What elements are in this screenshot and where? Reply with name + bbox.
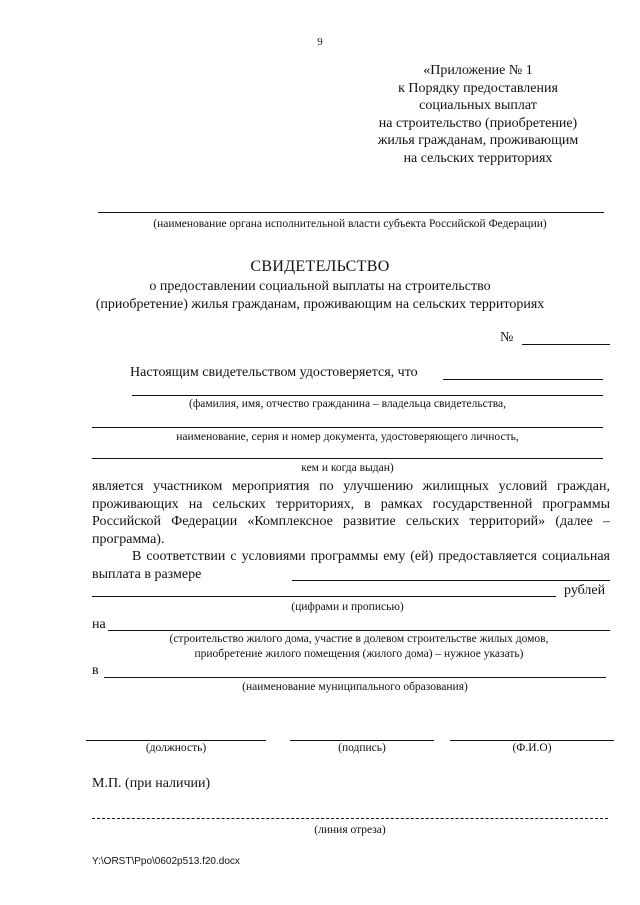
footer-file-path: Y:\ORST\Ppo\0602p513.f20.docx — [92, 856, 240, 867]
appendix-line: «Приложение № 1 — [423, 63, 533, 78]
holder-issued-field[interactable] — [92, 458, 603, 459]
amount-caption: (цифрами и прописью) — [291, 601, 404, 613]
position-field[interactable] — [86, 740, 266, 741]
certify-text: Настоящим свидетельством удостоверяется, что — [130, 365, 418, 380]
authority-caption: (наименование органа исполнительной власти субъекта Российской Федерации) — [153, 218, 547, 230]
holder-caption-3: кем и когда выдан) — [301, 462, 394, 474]
authority-name-field[interactable] — [98, 212, 604, 213]
holder-caption-1: (фамилия, имя, отчество гражданина – владельца свидетельства, — [188, 398, 506, 410]
appendix-line: к Порядку предоставления — [398, 80, 558, 96]
purpose-field[interactable] — [108, 630, 610, 631]
signature-caption: (подпись) — [338, 742, 386, 754]
holder-name-field-1[interactable] — [443, 379, 603, 380]
holder-caption-2: наименование, серия и номер документа, удостоверяющего личность, — [176, 431, 519, 443]
appendix-header — [368, 62, 588, 167]
subtitle-line: о предоставлении социальной выплаты на строительство — [149, 279, 491, 294]
appendix-line: на сельских территориях — [403, 150, 553, 166]
page-number: 9 — [317, 36, 323, 48]
document-title: СВИДЕТЕЛЬСТВО — [250, 258, 390, 275]
certificate-number-field[interactable] — [522, 344, 610, 345]
rubles-label: рублей — [564, 583, 606, 598]
signature-field[interactable] — [290, 740, 434, 741]
purpose-caption-1: (строительство жилого дома, участие в долевом строительстве жилых домов, — [169, 633, 549, 645]
participant-paragraph: является участником мероприятия по улучшению жилищных условий граждан, проживающих на сельских территориях, в рамках государственной программы Российской Федерации «Комплексное развитие сельских территорий» (далее – программа). — [92, 479, 610, 547]
number-label: № — [500, 330, 514, 345]
holder-name-field-2[interactable] — [132, 395, 603, 396]
appendix-line: жилья гражданам, проживающим — [377, 133, 579, 148]
holder-document-field[interactable] — [92, 427, 603, 428]
cut-line-caption: (линия отреза) — [314, 824, 386, 836]
appendix-line: на строительство (приобретение) — [378, 115, 578, 131]
purpose-prefix: на — [92, 617, 106, 632]
payment-amount-field-1[interactable] — [292, 580, 610, 581]
appendix-line: социальных выплат — [419, 98, 537, 113]
subtitle-line: (приобретение) жилья гражданам, проживающим на сельских территориях — [95, 297, 545, 312]
full-name-caption: (Ф.И.О) — [512, 742, 552, 754]
full-name-field[interactable] — [450, 740, 614, 741]
stamp-label: М.П. (при наличии) — [92, 776, 211, 791]
payment-paragraph: В соответствии с условиями программы ему (ей) предоставляется социальная выплата в размере — [92, 549, 610, 582]
position-caption: (должность) — [145, 742, 207, 754]
purpose-caption-2: приобретение жилого помещения (жилого дома) – нужное указать) — [194, 648, 524, 660]
municipality-field[interactable] — [104, 677, 606, 678]
municipality-prefix: в — [92, 663, 99, 678]
municipality-caption: (наименование муниципального образования) — [242, 681, 468, 693]
cut-line — [92, 818, 608, 819]
payment-amount-field-2[interactable] — [92, 596, 556, 597]
document-subtitle — [60, 278, 580, 314]
